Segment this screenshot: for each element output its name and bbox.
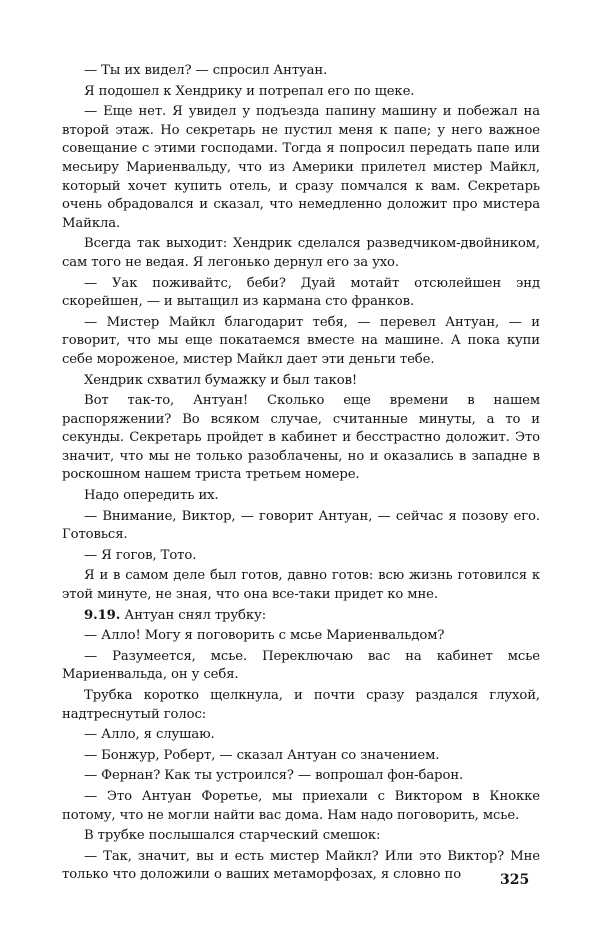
paragraph: — Фернан? Как ты устроился? — вопрошал фон-барон. xyxy=(84,768,464,784)
paragraph: — Алло, я слушаю. xyxy=(84,727,215,743)
page-number: 325 xyxy=(500,872,530,888)
paragraph: В трубке послышался старческий смешок: xyxy=(84,828,381,844)
paragraph: — Ты их видел? — спросил Антуан. xyxy=(84,63,328,78)
paragraph: Трубка коротко щелкнула, и почти сразу раздался глухой, надтреснутый голос: xyxy=(62,688,540,722)
body-text xyxy=(62,62,540,887)
paragraph: — Разумеется, мсье. Переключаю вас на кабинет мсье Мариенвальда, он у себя. xyxy=(62,648,540,683)
paragraph: Надо опередить их. xyxy=(84,488,219,504)
paragraph: — Это Антуан Форетье, мы приехали с Виктором в Кнокке потому, что не могли найти вас дома. Нам надо поговорить, мсье. xyxy=(62,788,540,823)
paragraph: Вот так-то, Антуан! Сколько еще времени в нашем распоряжении? Во всяком случае, считанные минуты, а то и секунды. Секретарь пройдет в кабинет и бесстрастно доложит. Это значит, что мы не только разоблачены, но и оказались в западне в роскошном нашем триста третьем номере. xyxy=(62,393,540,483)
paragraph: — Еще нет. Я увидел у подъезда папину машину и побежал на второй этаж. Но секретарь не пустил меня к папе; у него важное совещание с этими господами. Тогда я попросил передать папе или месьиру Мариенвальду, что из Америки прилетел мистер Майкл, который хочет купить отель, и сразу помчался к вам. Секретарь очень обрадовался и сказал, что немедленно доложит про мистера Майкла. xyxy=(62,104,540,231)
paragraph: — Мистер Майкл благодарит тебя, — перевел Антуан, — и говорит, что мы еще покатаемся вместе на машине. А пока купи себе мороженое, мистер Майкл дает эти деньги тебе. xyxy=(62,314,540,367)
paragraph: Я и в самом деле был готов, давно готов: всю жизнь готовился к этой минуте, не зная, что она все-таки придет ко мне. xyxy=(62,568,540,603)
paragraph: Всегда так выходит: Хендрик сделался разведчиком-двойником, сам того не ведая. Я легонько дернул его за ухо. xyxy=(62,236,540,270)
time-label: 9.19. xyxy=(84,607,121,623)
paragraph: Хендрик схватил бумажку и был таков! xyxy=(84,372,358,388)
time-paragraph xyxy=(62,607,540,626)
paragraph: — Так, значит, вы и есть мистер Майкл? Или это Виктор? Мне только что доложили о ваших метаморфозах, я словно по xyxy=(62,848,540,883)
paragraph: — Уак поживайтс, беби? Дуай мотайт отсюлейшен энд скорейшен, — и вытащил из кармана сто франков. xyxy=(62,275,540,310)
time-paragraph-text: Антуан снял трубку: xyxy=(120,607,267,623)
paragraph: — Алло! Могу я поговорить с мсье Мариенвальдом? xyxy=(84,628,445,644)
paragraph: Я подошел к Хендрику и потрепал его по щеке. xyxy=(84,83,415,99)
paragraph: — Я гогов, Тото. xyxy=(84,547,197,563)
paragraph: — Бонжур, Роберт, — сказал Антуан со значением. xyxy=(84,747,440,763)
paragraph: — Внимание, Виктор, — говорит Антуан, — сейчас я позову его. Готовься. xyxy=(62,508,540,543)
